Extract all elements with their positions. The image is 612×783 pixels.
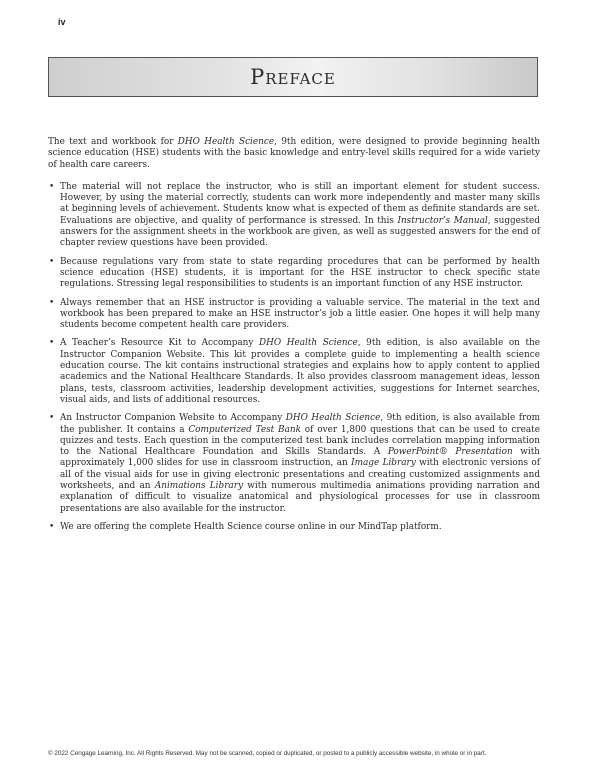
italic-text-run: Computerized Test Bank: [188, 424, 301, 435]
italic-text-run: Instructor’s Manual: [397, 215, 488, 226]
text-run: with electronic versions of all of the visual aids for use in giving electronic presentations and creating customized assignments and worksheets, and an: [60, 458, 541, 492]
bullet-icon: •: [49, 181, 55, 192]
bullet-icon: •: [49, 297, 55, 308]
bullet-icon: •: [49, 413, 55, 424]
text-run: with numerous multimedia animations providing narration and explanation of difficult to visualize anatomical and physiological processes for use in classroom presentations are also available for the instructor.: [60, 481, 540, 514]
intro-paragraph: [48, 137, 540, 171]
bullet-text: [60, 338, 540, 404]
text-run: , suggested answers for the assignment sheets in the workbook are given, as well as suggested answers for the end of chapter review questions have been provided.: [60, 215, 540, 249]
text-run: We are offering the complete Health Science course online in our MindTap platform.: [60, 521, 442, 532]
text-run: , 9th edition, were designed to provide beginning health science education (HSE) students with the basic knowledge and entry-level skills required for a wide variety of health care careers.: [48, 137, 540, 170]
page-title: Preface: [250, 65, 336, 89]
bullet-list: [48, 182, 540, 533]
bullet-item: [48, 182, 540, 250]
text-run: Because regulations vary from state to state regarding procedures that can be performed by health science education (HSE) students, it is important for the HSE instructor to check specific state regulations. Stressing legal responsibilities to students is an important function of any HSE instructor.: [60, 256, 540, 290]
text-run: of over 1,800 questions that can be used to create quizzes and tests. Each question in the computerized test bank includes correlation mapping information to the National Healthcare Foundation and Skills Standards. A: [60, 424, 541, 458]
bullet-text: [60, 298, 540, 331]
italic-text-run: DHO Health Science: [259, 338, 358, 349]
text-run: Always remember that an HSE instructor is providing a valuable service. The material in the text and workbook has been prepared to make an HSE instructor’s job a little easier. One hopes it will help many students become competent health care providers.: [60, 297, 540, 331]
italic-text-run: Animations Library: [154, 481, 243, 492]
bullet-item: [48, 298, 540, 332]
bullet-icon: •: [49, 256, 55, 267]
text-run: An Instructor Companion Website to Accompany: [60, 413, 286, 424]
copyright-footer: © 2022 Cengage Learning, Inc. All Rights Reserved. May not be scanned, copied or duplicated, or posted to a publicly accessible website, in whole or in part.: [48, 750, 487, 757]
page-number: iv: [58, 17, 66, 27]
bullet-text: [60, 522, 442, 532]
bullet-text: [60, 182, 540, 248]
preface-banner: [48, 57, 538, 97]
bullet-item: [48, 522, 540, 533]
text-run: , 9th edition, is also available on the Instructor Companion Website. This kit provides a complete guide to implementing a health science education course. The kit contains instructional strategies and explains how to apply content to applied academics and the National Healthcare Standards. It also provides classroom management ideas, lesson plans, tests, classroom activities, leadership development activities, suggestions for Internet searches, visual aids, and lists of additional resources.: [60, 338, 541, 405]
text-run: , 9th edition, is also available from the publisher. It contains a: [60, 413, 540, 435]
bullet-item: [48, 413, 540, 515]
text-run: A Teacher’s Resource Kit to Accompany: [60, 338, 259, 349]
text-run: with approximately 1,000 slides for use in classroom instruction, an: [60, 447, 540, 469]
text-run: The text and workbook for: [48, 137, 178, 147]
italic-text-run: PowerPoint® Presentation: [387, 447, 513, 458]
italic-text-run: Image Library: [351, 458, 416, 469]
text-run: The material will not replace the instructor, who is still an important element for student success. However, by using the material correctly, students can work more independently and master many skills at beginning levels of achievement. Students know what is expected of them as definite standards are set. Evaluations are objective, and quality of performance is stressed. In this: [60, 181, 540, 226]
italic-text-run: DHO Health Science: [177, 137, 275, 147]
bullet-icon: •: [49, 521, 55, 532]
preface-body: [48, 137, 540, 540]
italic-text-run: DHO Health Science: [285, 413, 381, 424]
bullet-icon: •: [49, 338, 55, 349]
bullet-text: [60, 257, 540, 290]
bullet-item: [48, 257, 540, 291]
bullet-text: [60, 413, 540, 513]
bullet-item: [48, 338, 540, 406]
